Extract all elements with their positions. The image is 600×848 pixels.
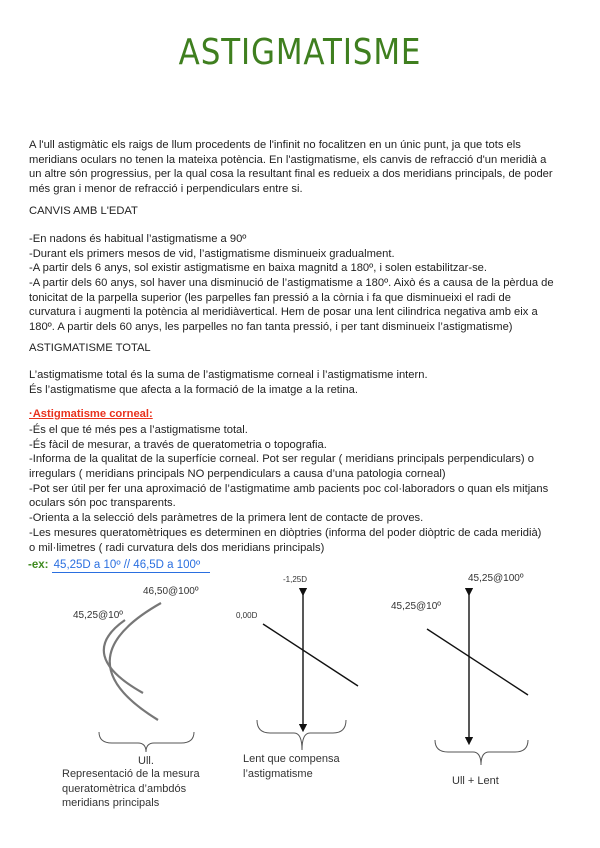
text-line: -Informa de la qualitat de la superfície corneal. Pot ser regular ( meridians principals perpendiculars) o xyxy=(29,453,534,466)
age-heading: CANVIS AMB L'EDAT xyxy=(29,205,138,217)
text-line: -A partir dels 60 anys, sol haver una disminució de l’astigmatisme a 180º. Això és a causa de la pèrdua de xyxy=(29,277,554,290)
text-line: oculars són poc transparents. xyxy=(29,497,176,510)
lens-label-vertical: -1,25D xyxy=(283,575,308,584)
text-line: -Pot ser útil per fer una aproximació de l’astigmatime amb pacients poc col·laboradors o quan els mitjans xyxy=(29,482,549,495)
text-line: És l’astigmatisme que afecta a la formació de la imatge a la retina. xyxy=(29,383,358,396)
text-line: curvatura i augmenti la potència al meridiàvertical. Hem de posar una lent cilindrica negativa amb eix a xyxy=(29,306,538,319)
text-line: -A partir dels 6 anys, sol existir astigmatisme en baixa magnitd a 180º, i solen estabilitzar-se. xyxy=(29,262,488,275)
combined-label-vertical: 45,25@100º xyxy=(468,573,524,584)
text-line: tonicitat de la parpella superior (les parpelles fan pressió a la còrnia i fa que disminueixi el radi de xyxy=(29,291,511,304)
total-heading: ASTIGMATISME TOTAL xyxy=(29,342,151,354)
text-line: -És el que té més pes a l’astigmatisme total. xyxy=(29,424,248,436)
text-line: l’astigmatisme xyxy=(243,767,313,780)
eye-caption xyxy=(62,767,200,811)
text-line: A l'ull astigmàtic els raigs de llum procedents de l'infinit no focalitzen en un únic punt, ja que tots els xyxy=(29,139,521,151)
page-title: ASTIGMATISME xyxy=(178,32,422,73)
text-line: -Durant els primers mesos de vid, l’astigmatisme disminueix gradualment. xyxy=(29,247,395,260)
eye-title: Ull. xyxy=(138,755,154,767)
lens-label-diagonal: 0,00D xyxy=(236,611,258,620)
lens-brace xyxy=(257,720,346,750)
eye-brace xyxy=(99,732,194,752)
text-line: 180º. A partir dels 60 anys, les parpelles no fan tanta pressió, i per tant disminueix l’astigmatisme) xyxy=(29,321,513,334)
text-line: meridians oculars no tenen la mateixa potència. En l'astigmatisme, els canvis de refracció d'un meridià a xyxy=(29,153,547,166)
text-line: -Orienta a la selecció dels paràmetres de la primera lent de contacte de proves. xyxy=(29,512,424,525)
combined-caption: Ull + Lent xyxy=(452,775,499,787)
text-line: Representació de la mesura xyxy=(62,768,200,780)
text-line: irregulars ( meridians principals NO perpendiculars a causa d’una patologia corneal) xyxy=(29,468,446,481)
text-line: L’astigmatisme total és la suma de l’astigmatisme corneal i l’astigmatisme intern. xyxy=(29,369,428,381)
combined-brace xyxy=(435,740,528,765)
text-line: -En nadons és habitual l’astigmatisme a 90º xyxy=(29,233,247,245)
eye-label-100: 46,50@100º xyxy=(143,586,199,597)
corneal-heading: ·Astigmatisme corneal: xyxy=(29,408,153,420)
example-value: 45,25D a 10º // 46,5D a 100º xyxy=(52,559,211,573)
text-line: -Les mesures queratomètriques es determinen en diòptries (informa del poder diòptric de cada meridià) xyxy=(29,526,542,539)
lens-caption xyxy=(243,752,340,781)
text-line: o mil·limetres ( radi curvatura dels dos meridians principals) xyxy=(29,541,325,554)
text-line: queratomètrica d’ambdós xyxy=(62,782,187,795)
text-line: Lent que compensa xyxy=(243,753,340,765)
text-line: més gran i menor de refracció i perpendiculars entre si. xyxy=(29,183,303,196)
text-line: -És fàcil de mesurar, a través de queratometria o topografia. xyxy=(29,438,327,451)
lens-diagonal-meridian xyxy=(263,624,358,686)
example-prefix: -ex: xyxy=(28,559,49,571)
combined-label-diagonal: 45,25@10º xyxy=(391,601,441,612)
text-line: un altre són progressius, per la qual cosa la resultant final es redueix a dos meridians principals, de poder xyxy=(29,168,553,181)
combined-diagonal-meridian xyxy=(427,629,528,695)
text-line: meridians principals xyxy=(62,797,160,810)
eye-label-10: 45,25@10º xyxy=(73,610,123,621)
